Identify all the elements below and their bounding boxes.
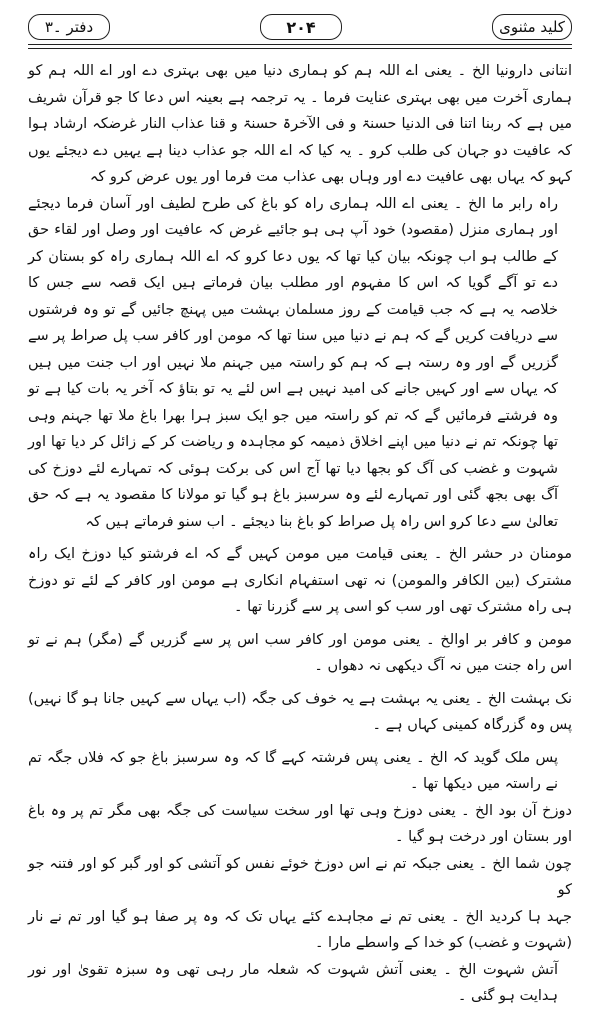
page-number: ۲۰۴ xyxy=(260,14,342,40)
paragraph-believer-unbeliever: مومن و کافر بر اوالخ ۔ یعنی مومن اور کافر سب اس پر سے گزریں گے (مگر) ہم نے تو اس راہ جنت میں نہ آگ دیکھی نہ دھواں ۔ xyxy=(28,631,572,674)
header-rule xyxy=(28,44,572,45)
page-body xyxy=(28,58,572,1010)
paragraph-believers-hashr: مومنان در حشر الخ ۔ یعنی قیامت میں مومن کہیں گے کہ اے فرشتو کیا دوزخ ایک راہ مشترک (بین الکافر والمومن) نہ تھی استفہام انکاری ہے مومن اور کافر کے لئے تو دوزخ ہی راہ مشترک تھی اور سب کو اسی پر سے گزرنا تھا ۔ xyxy=(28,546,572,615)
paragraph-angel-says: پس ملک گوید کہ الخ ۔ یعنی پس فرشتہ کہے گا کہ وہ سرسبز باغ جو کہ فلاں جگہ تم نے راستہ میں دیکھا تھا ۔ xyxy=(28,749,558,792)
paragraph-path-garden: راہ رابر ما الخ ۔ یعنی اے اللہ ہماری راہ کو باغ کی طرح لطیف اور آسان فرما دیجئے اور ہماری منزل (مقصود) خود آپ ہی ہو جائیے غرض کہ عافیت اور وصل اور لقاء حق کے طالب ہو اب چونکہ بیان کیا تھا کہ یوں دعا کرو کہ اے اللہ ہماری راہ کو بستان کر دے تو آگے گویا کہ اس کا مفہوم اور مطلب بیان فرماتے ہیں ایک قصہ سے جس کا خلاصہ یہ ہے کہ جب قیامت کے روز مسلمان بہشت میں پہنچ جائیں گے تو وہ فرشتوں سے دریافت کریں گے کہ ہم نے دنیا میں سنا تھا کہ مومن اور کافر سب پل صراط پر سے گزریں گے اور وہ رستہ ہے کہ ہم کو راستہ میں جہنم ملا نہیں اور اب جنت میں ہیں کہ یہاں سے اور کہیں جانے کی امید نہیں ہے اس لئے یہ تو بتاؤ کہ آخر یہ بات کیا ہے تو وہ فرشتے فرمائیں گے کہ تم کو راستہ میں جو ایک سبز ہرا بھرا باغ ملا تھا جہنم وہی تھا چونکہ تم نے دنیا میں اپنے اخلاق ذمیمہ کو مجاہدہ و ریاضت کر کے زائل کر دیا تھا اور شہوت و غضب کی آگ کو بجھا دیا تھا آج اس کی برکت ہوئی کہ تمہارے لئے دوزخ کی آگ بھی بجھ گئی اور تمہارے لئے وہ سرسبز باغ ہو گیا تو مولانا کا مقصود یہ ہے کہ حق تعالیٰ سے دعا کرو اس راہ پل صراط کو باغ بنا دیجئے ۔ اب سنو فرماتے ہیں کہ xyxy=(28,195,558,530)
book-title: کلید مثنوی xyxy=(492,14,572,40)
header-rule-thin xyxy=(28,48,572,49)
paragraph-struggles: جہد ہا کردید الخ ۔ یعنی تم نے مجاہدے کئے یہاں تک کہ وہ پر صفا ہو گیا اور تم نے نار (شہوت و غضب) کو خدا کے واسطے مارا ۔ xyxy=(28,908,572,951)
paragraph-when-you: چون شما الخ ۔ یعنی جبکہ تم نے اس دوزخ خوئے نفس کو آتشی کو اور گبر کو اور فتنہ جو کو xyxy=(28,855,572,898)
volume-label: دفتر ۔۳ xyxy=(28,14,110,40)
paragraph-intro: انتانی دارونیا الخ ۔ یعنی اے اللہ ہم کو ہماری دنیا میں بھی بہتری دے اور اے اللہ ہم کو ہماری آخرت میں بھی بہتری عنایت فرما ۔ یہ ترجمہ ہے بعینہ اس دعا کا جو قرآن شریف میں ہے کہ ربنا اتنا فی الدنیا حسنۃ و فی الآخرۃ حسنۃ و قنا عذاب النار غرضکہ ارشاد ہوا کہ عافیت دو جہان کی طلب کرو ۔ یہ کیا کہ اے اللہ جو عذاب دینا ہے یہیں دے دیجئے یوں کہو کہ یہاں بھی عافیت دے اور وہاں بھی عذاب مت فرما اور یوں عرض کرو کہ xyxy=(28,63,572,185)
paragraph-paradise: نک بہشت الخ ۔ یعنی یہ بہشت ہے یہ خوف کی جگہ (اب یہاں سے کہیں جانا ہو گا نہیں) پس وہ گزرگاہ کمینی کہاں ہے ۔ xyxy=(28,690,572,733)
page-header xyxy=(28,10,572,46)
paragraph-hell-was: دوزخ آن بود الخ ۔ یعنی دوزخ وہی تھا اور سخت سیاست کی جگہ بھی مگر تم پر وہ باغ اور بستان اور درخت ہو گیا ۔ xyxy=(28,802,572,845)
paragraph-fire-of-desire: آتش شہوت الخ ۔ یعنی آتش شہوت کہ شعلہ مار رہی تھی وہ سبزہ تقویٰ اور نور ہدایت ہو گئی ۔ xyxy=(28,961,558,1004)
